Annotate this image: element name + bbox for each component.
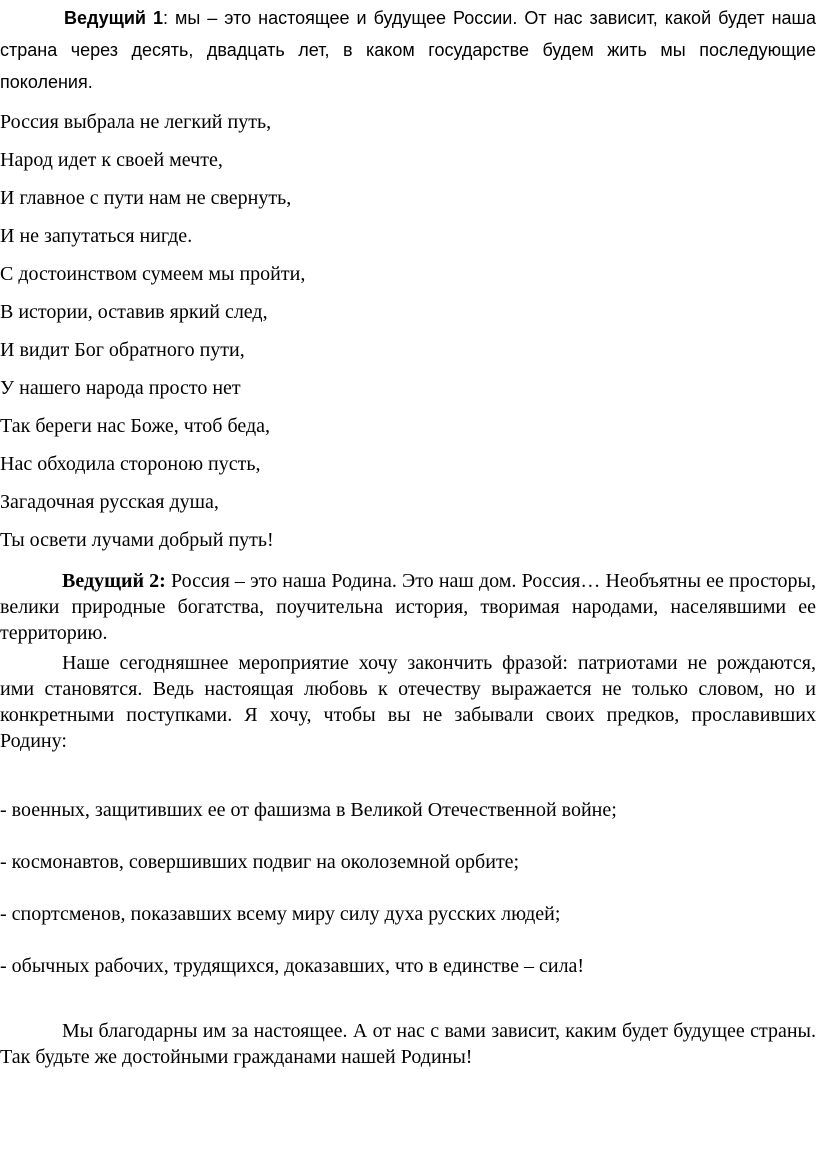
list-item: - космонавтов, совершивших подвиг на околоземной орбите; (0, 851, 520, 873)
poem-line: Россия выбрала не легкий путь, (0, 111, 272, 133)
intro-text: : мы – это настоящее и будущее России. От нас зависит, какой будет наша страна через десять, двадцать лет, в каком государстве будем жить мы последующие поколения. (0, 8, 816, 92)
speaker-2-paragraph (0, 568, 816, 646)
poem-line: Народ идет к своей мечте, (0, 149, 223, 171)
poem-line: Нас обходила стороною пусть, (0, 453, 261, 475)
poem-line: И главное с пути нам не свернуть, (0, 187, 292, 209)
speaker-1-label: Ведущий 1 (64, 8, 163, 28)
closing-intro-paragraph: Наше сегодняшнее мероприятие хочу закончить фразой: патриотами не рождаются, ими становятся. Ведь настоящая любовь к отечеству выражается не только словом, но и конкретными поступками. Я хочу, чтобы вы не забывали своих предков, прославивших Родину: (0, 652, 816, 752)
poem-line: Ты освети лучами добрый путь! (0, 529, 274, 551)
ancestors-list (0, 795, 816, 1003)
poem-line: В истории, оставив яркий след, (0, 301, 268, 323)
speaker-2-label: Ведущий 2: (62, 570, 166, 592)
poem-line: С достоинством сумеем мы пройти, (0, 263, 306, 285)
poem-line: И не запутаться нигде. (0, 225, 193, 247)
list-item: - военных, защитивших ее от фашизма в Великой Отечественной войне; (0, 799, 617, 821)
speaker-2-text: Россия – это наша Родина. Это наш дом. Россия… Необъятны ее просторы, велики природные богатства, поучительна история, творимая народами, населявшими ее территорию. (0, 570, 816, 644)
poem-line: Так береги нас Боже, чтоб беда, (0, 415, 271, 437)
poem-line: И видит Бог обратного пути, (0, 339, 245, 361)
poem (0, 103, 816, 559)
final-paragraph: Мы благодарны им за настоящее. А от нас с вами зависит, каким будет будущее страны. Так будьте же достойными гражданами нашей Родины! (0, 1020, 816, 1068)
poem-line: Загадочная русская душа, (0, 491, 219, 513)
intro-paragraph (0, 2, 816, 98)
list-item: - обычных рабочих, трудящихся, доказавших, что в единстве – сила! (0, 955, 585, 977)
poem-line: У нашего народа просто нет (0, 377, 241, 399)
list-item: - спортсменов, показавших всему миру силу духа русских людей; (0, 903, 561, 925)
